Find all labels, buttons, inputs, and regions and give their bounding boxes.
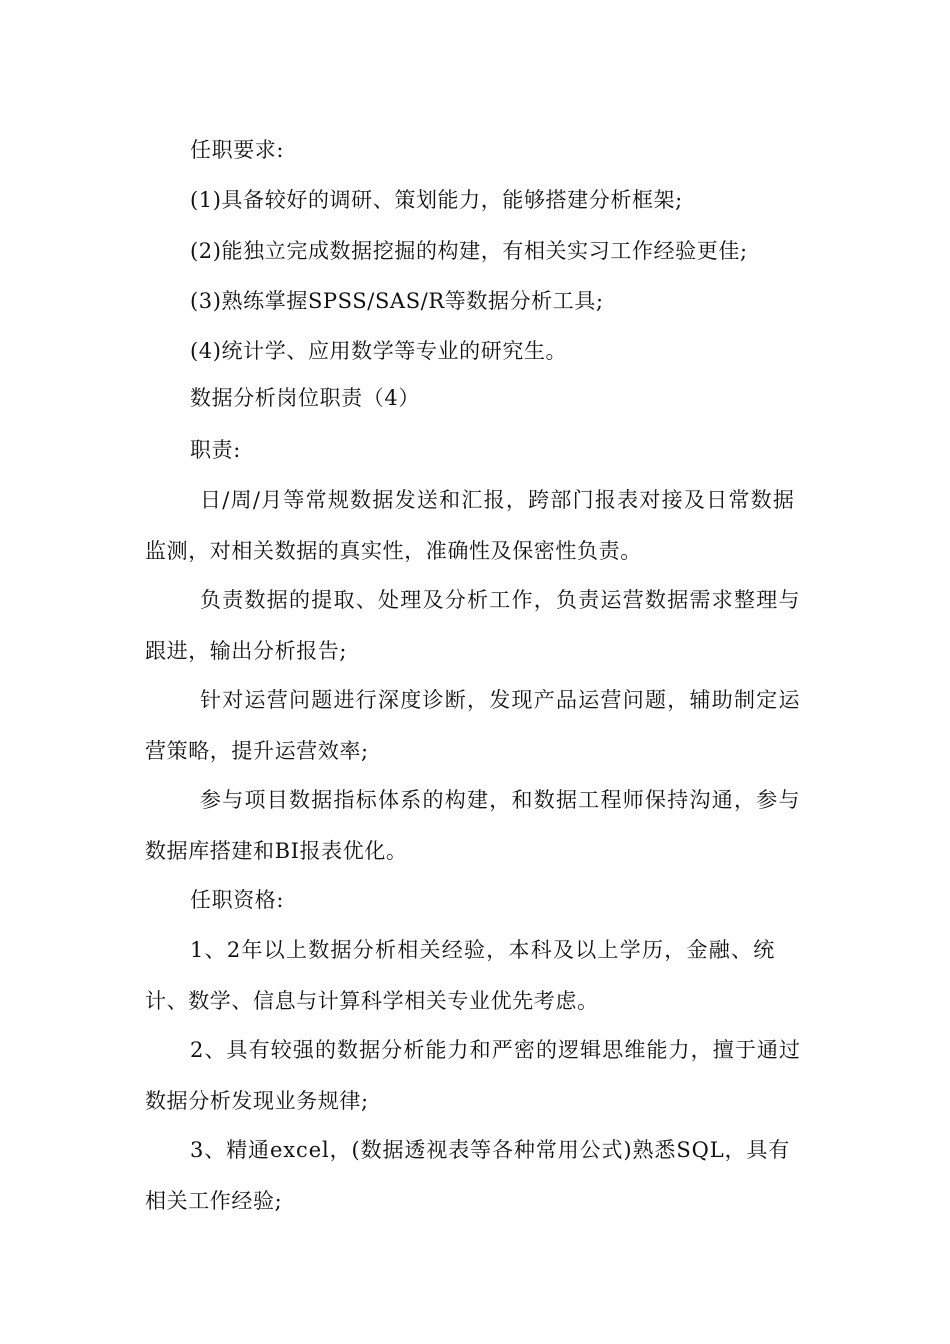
qualification-1-line-1: 1、2年以上数据分析相关经验，本科及以上学历，金融、统 <box>190 938 776 962</box>
qualification-3-line-1: 3、精通excel，(数据透视表等各种常用公式)熟悉SQL，具有 <box>190 1138 791 1162</box>
duty-paragraph-2-line-1: 负责数据的提取、处理及分析工作，负责运营数据需求整理与 <box>200 588 801 612</box>
qualification-2-line-2: 数据分析发现业务规律; <box>145 1089 369 1113</box>
section-heading-requirements: 任职要求: <box>190 138 285 162</box>
duty-paragraph-3-line-1: 针对运营问题进行深度诊断，发现产品运营问题，辅助制定运 <box>200 688 801 712</box>
section-heading-qualifications: 任职资格: <box>190 888 285 912</box>
duty-paragraph-3-line-2: 营策略，提升运营效率; <box>145 739 369 763</box>
requirement-item-2: (2)能独立完成数据挖掘的构建，有相关实习工作经验更佳; <box>190 239 748 263</box>
qualification-1-line-2: 计、数学、信息与计算科学相关专业优先考虑。 <box>145 989 599 1013</box>
duty-paragraph-1-line-1: 日/周/月等常规数据发送和汇报，跨部门报表对接及日常数据 <box>200 488 796 512</box>
qualification-3-line-2: 相关工作经验; <box>145 1189 283 1213</box>
section-heading-duties: 职责: <box>190 438 241 462</box>
duty-paragraph-2-line-2: 跟进，输出分析报告; <box>145 639 348 663</box>
qualification-2-line-1: 2、具有较强的数据分析能力和严密的逻辑思维能力，擅于通过 <box>190 1038 802 1062</box>
requirement-item-4: (4)统计学、应用数学等专业的研究生。 <box>190 339 568 363</box>
duty-paragraph-1-line-2: 监测，对相关数据的真实性，准确性及保密性负责。 <box>145 539 642 563</box>
section-title: 数据分析岗位职责（4） <box>190 386 420 410</box>
requirement-item-1: (1)具备较好的调研、策划能力，能够搭建分析框架; <box>190 188 683 212</box>
duty-paragraph-4-line-2: 数据库搭建和BI报表优化。 <box>145 839 408 863</box>
duty-paragraph-4-line-1: 参与项目数据指标体系的构建，和数据工程师保持沟通，参与 <box>200 788 801 812</box>
requirement-item-3: (3)熟练掌握SPSS/SAS/R等数据分析工具; <box>190 289 604 313</box>
